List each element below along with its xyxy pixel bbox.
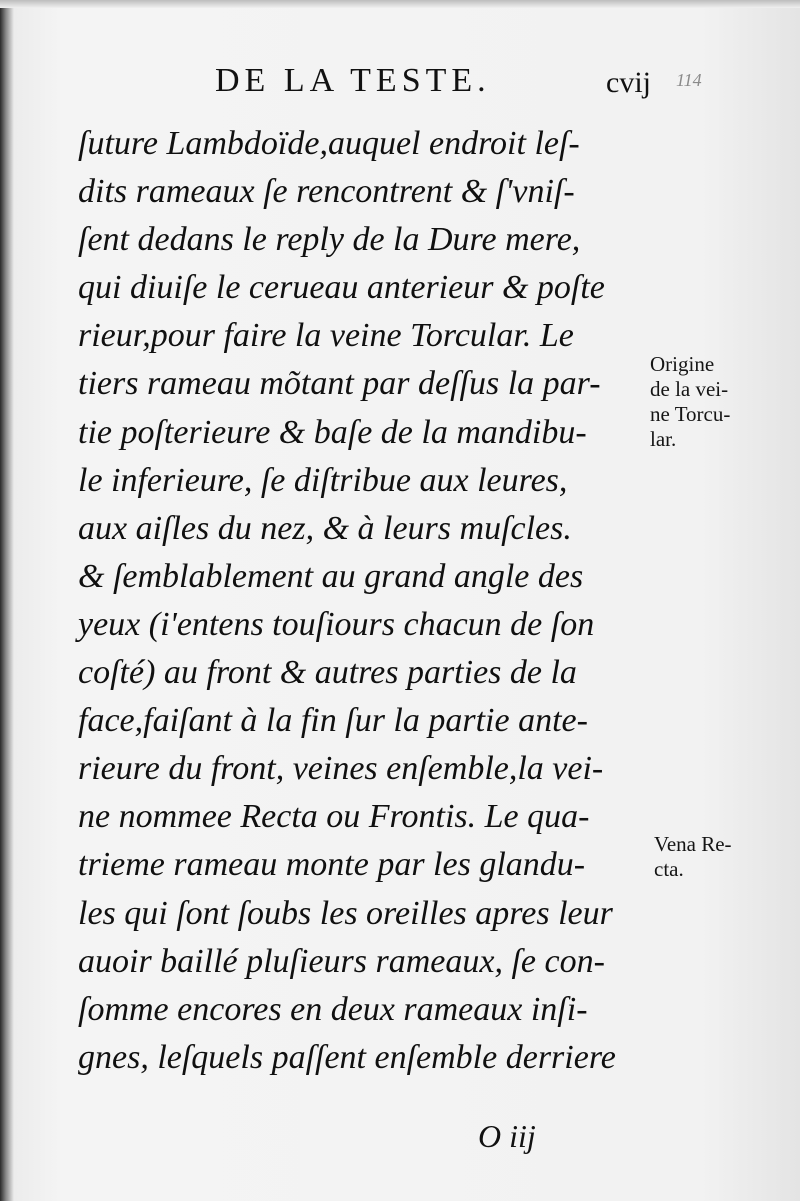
body-text [78, 120, 658, 1082]
text-line: ſent dedans le reply de la Dure mere, [78, 221, 581, 259]
page-top-shadow [0, 0, 800, 8]
text-line: le inferieure, ſe diſtribue aux leures, [78, 461, 568, 499]
page-header [0, 62, 800, 112]
margin-note-line: ne Torcu- [650, 402, 731, 426]
text-line: coſté) au front & autres parties de la [78, 654, 577, 692]
text-line: tie poſterieure & baſe de la mandibu- [78, 413, 587, 451]
text-line: & ſemblablement au grand angle des [78, 557, 584, 595]
running-title: DE LA TESTE. [215, 62, 491, 99]
margin-note-vena-recta [654, 832, 732, 882]
folio-number: cvij [606, 66, 651, 99]
text-line: les qui ſont ſoubs les oreilles apres leur [78, 894, 613, 932]
margin-note-line: Vena Re- [654, 832, 732, 856]
margin-note-line: lar. [650, 427, 677, 451]
text-line: rieur,pour faire la veine Torcular. Le [78, 317, 574, 355]
margin-note-line: cta. [654, 857, 684, 881]
text-line: auoir baillé pluſieurs rameaux, ſe con- [78, 942, 605, 980]
text-line: ſuture Lambdoïde,auquel endroit leſ- [78, 125, 580, 162]
margin-note-origine [650, 352, 730, 452]
text-line: trieme rameau monte par les glandu- [78, 846, 586, 884]
margin-note-line: de la vei- [650, 377, 729, 401]
text-line: aux aiſles du nez, & à leurs muſcles. [78, 509, 572, 547]
margin-note-line: Origine [650, 352, 715, 376]
text-line: tiers rameau mõtant par deſſus la par- [78, 365, 601, 403]
signature-mark: O iij [478, 1118, 536, 1154]
pencil-page-number: 114 [676, 70, 702, 90]
text-line: ne nommee Recta ou Frontis. Le qua- [78, 798, 590, 836]
text-line: dits rameaux ſe rencontrent & ſ'vniſ- [78, 173, 575, 211]
text-line: gnes, leſquels paſſent enſemble derriere [78, 1038, 616, 1076]
text-line: ſomme encores en deux rameaux inſi- [78, 990, 588, 1028]
text-line: yeux (i'entens touſiours chacun de ſon [78, 605, 595, 643]
text-line: rieure du front, veines enſemble,la vei- [78, 750, 604, 788]
text-line: qui diuiſe le cerueau anterieur & poſte [78, 269, 605, 307]
text-line: face,faiſant à la fin ſur la partie ante- [78, 702, 588, 740]
